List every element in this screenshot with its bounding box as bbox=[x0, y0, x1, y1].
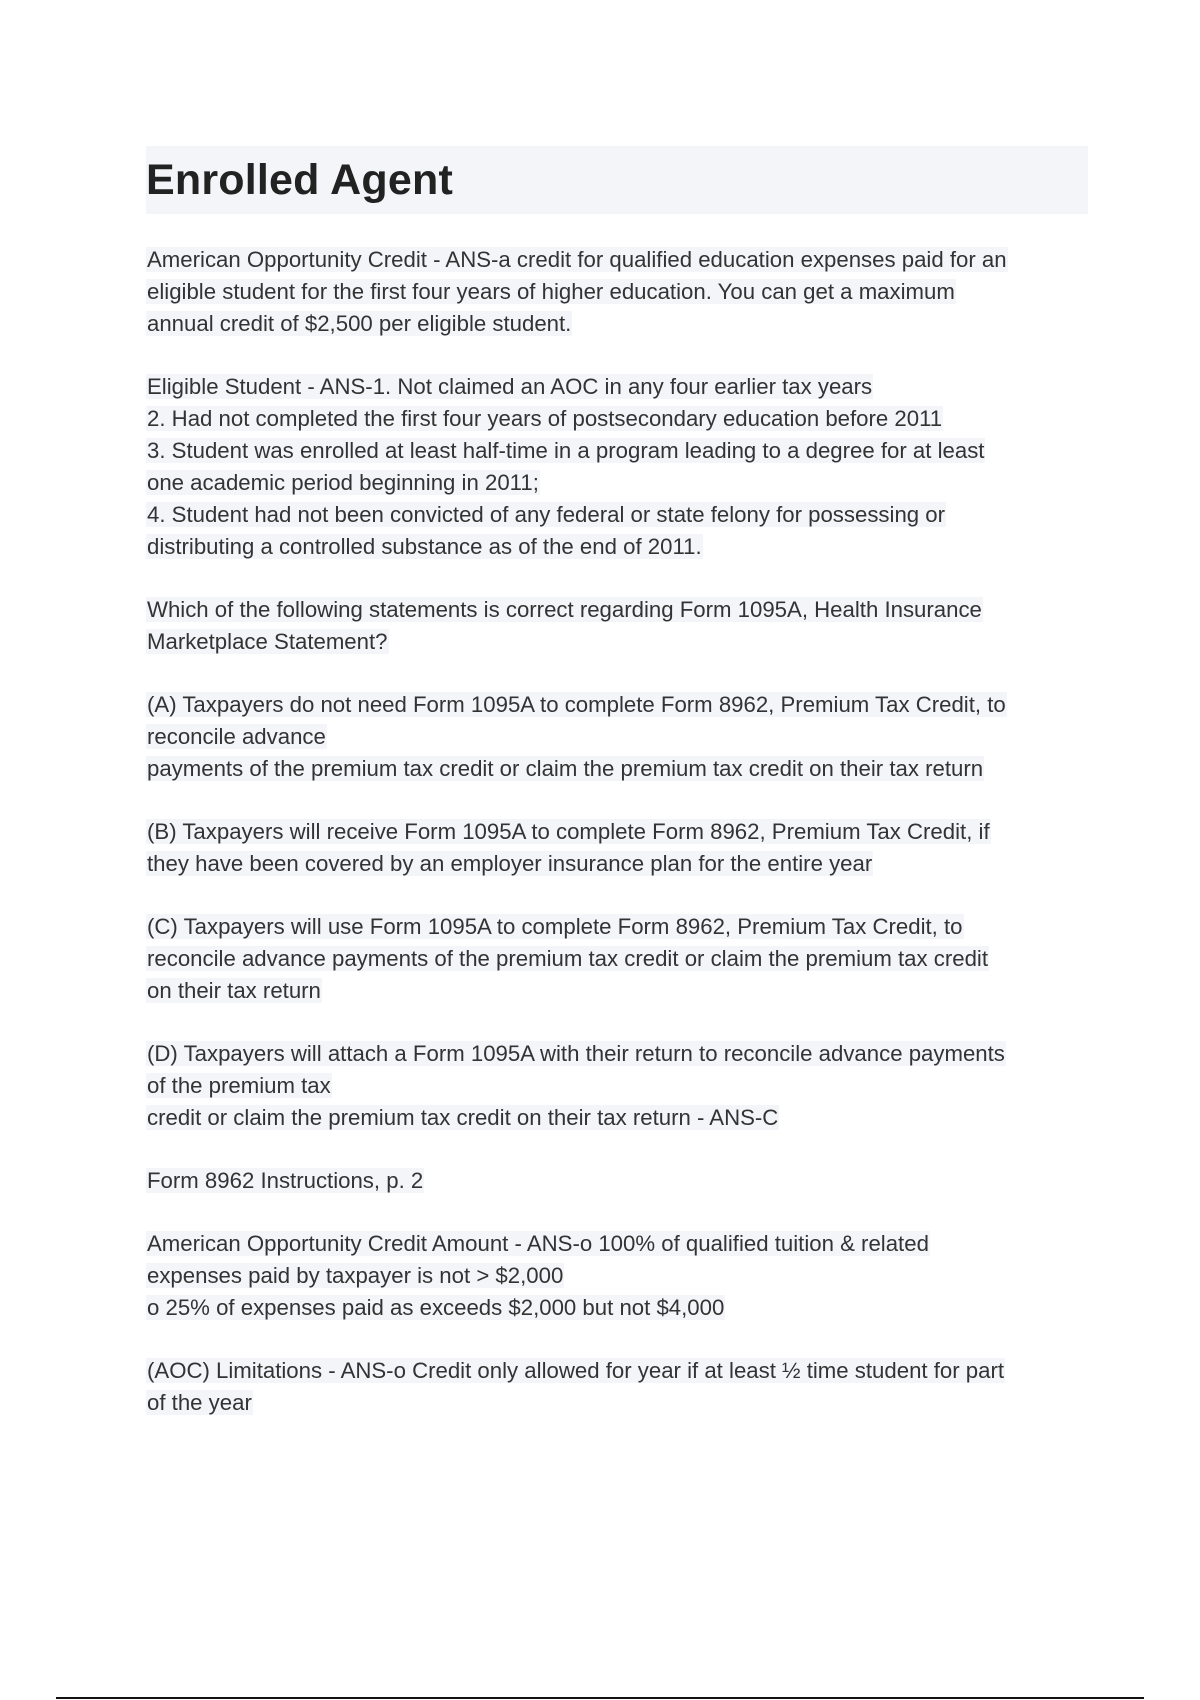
text-line-content: (AOC) Limitations - ANS-o Credit only allowed for year if at least ½ time student for part bbox=[147, 1358, 1005, 1383]
text-line-content: they have been covered by an employer insurance plan for the entire year bbox=[147, 851, 873, 876]
paragraph-option-b bbox=[146, 816, 1088, 880]
text-line bbox=[146, 371, 1088, 403]
text-line-content: eligible student for the first four years of higher education. You can get a maximum bbox=[147, 279, 955, 304]
paragraph-option-c bbox=[146, 911, 1088, 1007]
paragraph-form-reference bbox=[146, 1165, 1088, 1197]
text-line bbox=[146, 531, 1088, 563]
text-line bbox=[146, 435, 1088, 467]
text-line bbox=[146, 467, 1088, 499]
text-line bbox=[146, 1102, 1088, 1134]
text-line-content: (C) Taxpayers will use Form 1095A to complete Form 8962, Premium Tax Credit, to bbox=[147, 914, 963, 939]
paragraph-aoc-amount bbox=[146, 1228, 1088, 1324]
text-line-content: reconcile advance bbox=[147, 724, 326, 749]
text-line bbox=[146, 1228, 1088, 1260]
text-line-content: (B) Taxpayers will receive Form 1095A to complete Form 8962, Premium Tax Credit, if bbox=[147, 819, 990, 844]
document-content bbox=[146, 244, 1088, 1419]
text-line-content: 3. Student was enrolled at least half-time in a program leading to a degree for at least bbox=[147, 438, 985, 463]
text-line-content: (A) Taxpayers do not need Form 1095A to complete Form 8962, Premium Tax Credit, to bbox=[147, 692, 1006, 717]
paragraph-eligible-student bbox=[146, 371, 1088, 563]
text-line-content: one academic period beginning in 2011; bbox=[147, 470, 539, 495]
paragraph-aoc-definition bbox=[146, 244, 1088, 340]
text-line bbox=[146, 308, 1088, 340]
text-line bbox=[146, 816, 1088, 848]
text-line-content: payments of the premium tax credit or claim the premium tax credit on their tax return bbox=[147, 756, 984, 781]
title-block bbox=[146, 146, 1088, 214]
text-line-content: distributing a controlled substance as of the end of 2011. bbox=[147, 534, 702, 559]
text-line-content: expenses paid by taxpayer is not > $2,000 bbox=[147, 1263, 564, 1288]
text-line bbox=[146, 1355, 1088, 1387]
text-line bbox=[146, 1070, 1088, 1102]
footer-divider bbox=[56, 1697, 1144, 1699]
text-line bbox=[146, 1387, 1088, 1419]
page-title: Enrolled Agent bbox=[146, 156, 453, 204]
text-line bbox=[146, 626, 1088, 658]
text-line bbox=[146, 244, 1088, 276]
text-line bbox=[146, 689, 1088, 721]
text-line bbox=[146, 975, 1088, 1007]
text-line-content: o 25% of expenses paid as exceeds $2,000 but not $4,000 bbox=[147, 1295, 725, 1320]
text-line bbox=[146, 848, 1088, 880]
text-line-content: annual credit of $2,500 per eligible student. bbox=[147, 311, 572, 336]
paragraph-question bbox=[146, 594, 1088, 658]
paragraph-option-d bbox=[146, 1038, 1088, 1134]
text-line bbox=[146, 753, 1088, 785]
text-line bbox=[146, 1165, 1088, 1197]
text-line-content: Marketplace Statement? bbox=[147, 629, 388, 654]
text-line-content: Eligible Student - ANS-1. Not claimed an AOC in any four earlier tax years bbox=[147, 374, 873, 399]
text-line bbox=[146, 1260, 1088, 1292]
text-line-content: Which of the following statements is correct regarding Form 1095A, Health Insurance bbox=[147, 597, 982, 622]
text-line bbox=[146, 276, 1088, 308]
text-line-content: reconcile advance payments of the premium tax credit or claim the premium tax credit bbox=[147, 946, 989, 971]
text-line bbox=[146, 721, 1088, 753]
text-line-content: credit or claim the premium tax credit on their tax return - ANS-C bbox=[147, 1105, 779, 1130]
text-line bbox=[146, 594, 1088, 626]
text-line-content: American Opportunity Credit - ANS-a credit for qualified education expenses paid for an bbox=[147, 247, 1007, 272]
text-line-content: Form 8962 Instructions, p. 2 bbox=[147, 1168, 424, 1193]
text-line bbox=[146, 499, 1088, 531]
text-line bbox=[146, 403, 1088, 435]
text-line bbox=[146, 1038, 1088, 1070]
text-line-content: 4. Student had not been convicted of any federal or state felony for possessing or bbox=[147, 502, 946, 527]
text-line-content: of the year bbox=[147, 1390, 252, 1415]
text-line bbox=[146, 1292, 1088, 1324]
paragraph-aoc-limitations bbox=[146, 1355, 1088, 1419]
text-line-content: of the premium tax bbox=[147, 1073, 331, 1098]
text-line bbox=[146, 943, 1088, 975]
text-line bbox=[146, 911, 1088, 943]
text-line-content: (D) Taxpayers will attach a Form 1095A with their return to reconcile advance payments bbox=[147, 1041, 1005, 1066]
text-line-content: 2. Had not completed the first four years of postsecondary education before 2011 bbox=[147, 406, 943, 431]
text-line-content: on their tax return bbox=[147, 978, 321, 1003]
document-page bbox=[146, 146, 1088, 1450]
paragraph-option-a bbox=[146, 689, 1088, 785]
text-line-content: American Opportunity Credit Amount - ANS-o 100% of qualified tuition & related bbox=[147, 1231, 929, 1256]
